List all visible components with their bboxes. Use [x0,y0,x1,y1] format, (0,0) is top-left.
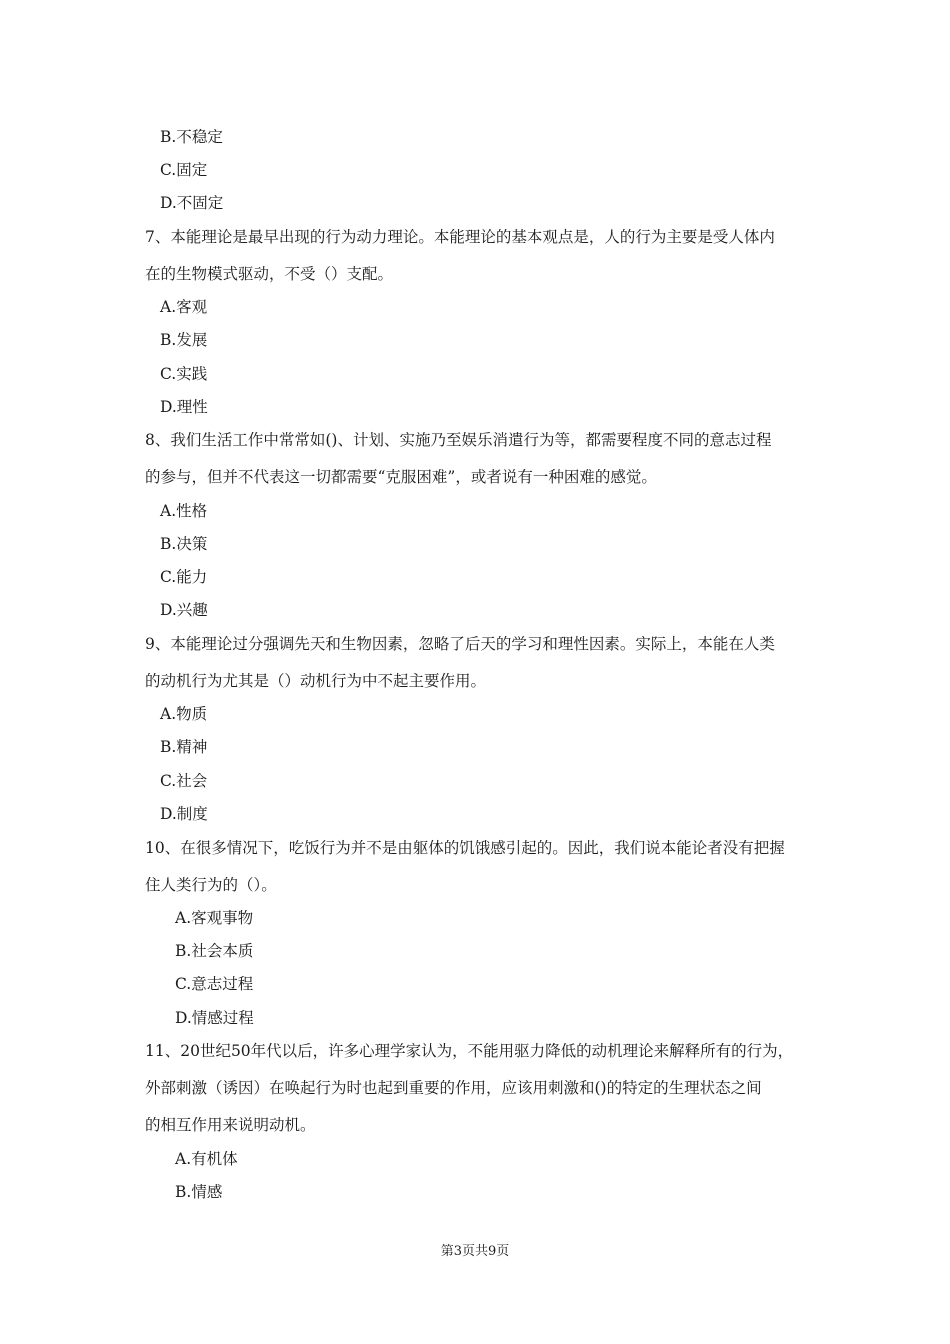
q11-option-a: A.有机体 [175,1150,238,1168]
q8-stem-line-2: 的参与，但并不代表这一切都需要“克服困难”，或者说有一种困难的感觉。 [145,468,657,486]
q8-stem-line-1: 8、我们生活工作中常常如()、计划、实施乃至娱乐消遣行为等，都需要程度不同的意志过程 [145,431,772,449]
q7-stem-line-2: 在的生物模式驱动，不受（）支配。 [145,265,394,283]
q10-option-d: D.情感过程 [175,1009,254,1027]
q9-stem-line-2: 的动机行为尤其是（）动机行为中不起主要作用。 [145,672,487,690]
q9-option-b: B.精神 [160,738,208,756]
q10-stem-line-2: 住人类行为的（）。 [145,876,277,894]
q11-option-b: B.情感 [175,1183,223,1201]
q11-stem-line-2: 外部刺激（诱因）在唤起行为时也起到重要的作用，应该用刺激和()的特定的生理状态之间 [145,1079,762,1097]
q11-stem-line-3: 的相互作用来说明动机。 [145,1116,316,1134]
q7-stem-line-1: 7、本能理论是最早出现的行为动力理论。本能理论的基本观点是，人的行为主要是受人体内 [145,228,775,246]
q10-stem-line-1: 10、在很多情况下，吃饭行为并不是由躯体的饥饿感引起的。因此，我们说本能论者没有把握 [145,839,785,857]
q6-option-b: B.不稳定 [160,128,223,146]
page-number-footer: 第3页共9页 [440,1244,510,1259]
q6-option-d: D.不固定 [160,194,224,212]
q9-stem-line-1: 9、本能理论过分强调先天和生物因素，忽略了后天的学习和理性因素。实际上，本能在人类 [145,635,775,653]
q8-option-c: C.能力 [160,568,208,586]
q8-option-b: B.决策 [160,535,208,553]
q7-option-a: A.客观 [160,298,208,316]
q8-option-a: A.性格 [160,502,208,520]
q7-option-c: C.实践 [160,365,208,383]
q10-option-a: A.客观事物 [175,909,254,927]
q11-stem-line-1: 11、20世纪50年代以后，许多心理学家认为，不能用驱力降低的动机理论来解释所有的行为， [145,1042,794,1060]
q9-option-d: D.制度 [160,805,208,823]
q6-option-c: C.固定 [160,161,208,179]
q8-option-d: D.兴趣 [160,601,208,619]
q7-option-b: B.发展 [160,331,208,349]
q10-option-c: C.意志过程 [175,975,254,993]
q7-option-d: D.理性 [160,398,208,416]
q9-option-a: A.物质 [160,705,208,723]
q10-option-b: B.社会本质 [175,942,254,960]
q9-option-c: C.社会 [160,772,208,790]
